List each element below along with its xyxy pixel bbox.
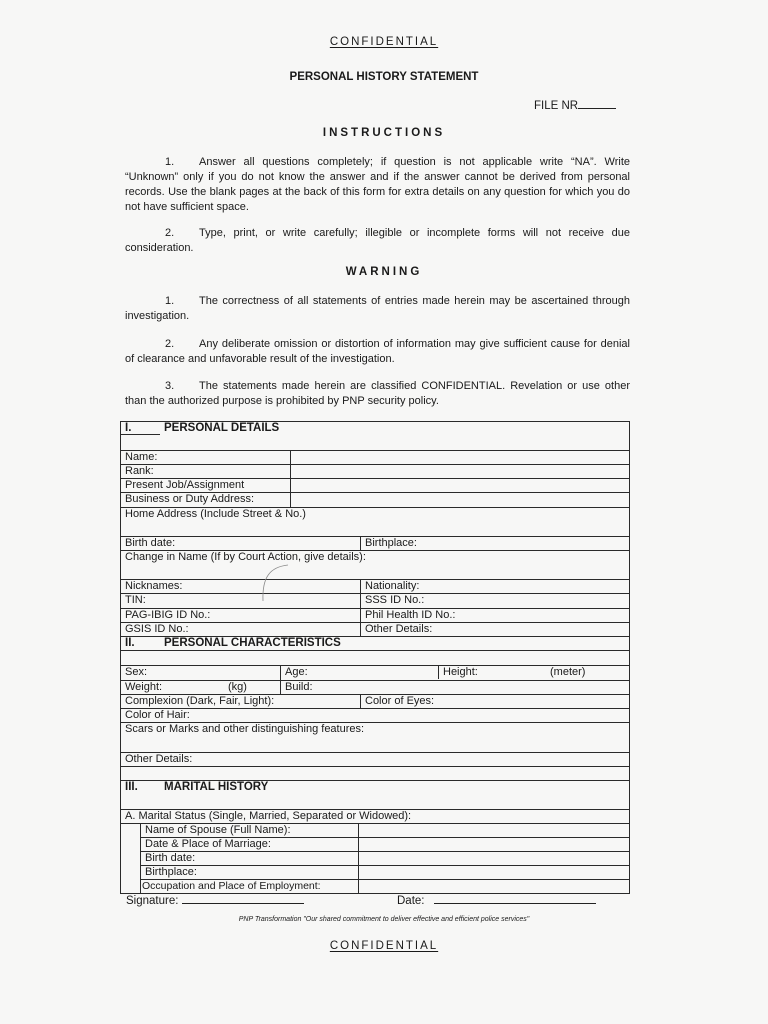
rank-label: Rank: (125, 465, 154, 477)
section-2-number: II. (125, 637, 135, 649)
height-unit: (meter) (550, 666, 586, 678)
instruction-text: Answer all questions completely; if question is not applicable write “NA”. Write “Unknown” only if you do not know the answer and if the answer cannot be derived from personal records. Use the blank pages at the back of this form for extra details on any question for which you do not have sufficient space. (125, 156, 630, 213)
warning-number: 3. (165, 380, 175, 392)
warning-number: 1. (165, 295, 175, 307)
warning-number: 2. (165, 338, 175, 350)
date-field (397, 893, 596, 907)
confidential-footer: CONFIDENTIAL (329, 940, 439, 952)
age-label: Age: (285, 666, 308, 678)
section-1-number: I. (125, 422, 132, 434)
gsis-label: GSIS ID No.: (125, 623, 189, 635)
philhealth-label: Phil Health ID No.: (365, 609, 456, 621)
build-label: Build: (285, 681, 313, 693)
spouse-birthplace-label: Birthplace: (145, 866, 197, 878)
date-label: Date: (397, 895, 425, 907)
signature-blank (182, 893, 304, 904)
section-3-number: III. (125, 781, 138, 793)
instruction-text: Type, print, or write carefully; illegible or incomplete forms will not receive due consideration. (125, 227, 630, 254)
instruction-number: 2. (165, 227, 175, 239)
complexion-label: Complexion (Dark, Fair, Light): (125, 695, 275, 707)
other-details-label: Other Details: (365, 623, 433, 635)
warning-text: Any deliberate omission or distortion of information may give sufficient cause for denial of clearance and unfavorable result of the investigation. (125, 338, 630, 365)
occupation-label: Occupation and Place of Employment: (142, 880, 321, 892)
birth-date-label: Birth date: (125, 537, 176, 549)
nationality-label: Nationality: (365, 580, 420, 592)
sex-label: Sex: (125, 666, 148, 678)
instruction-number: 1. (165, 156, 175, 168)
weight-unit: (kg) (228, 681, 247, 693)
present-job-label: Present Job/Assignment (125, 479, 245, 491)
document-title: PERSONAL HISTORY STATEMENT (289, 71, 479, 83)
scars-label: Scars or Marks and other distinguishing features: (125, 723, 365, 735)
footer-motto: PNP Transformation "Our shared commitment to deliver effective and efficient police services" (238, 916, 530, 923)
file-number-blank (578, 98, 616, 109)
instruction-item-1 (125, 155, 630, 215)
instruction-item-2 (125, 226, 630, 256)
file-number (534, 98, 616, 112)
name-label: Name: (125, 451, 158, 463)
warning-item-3 (125, 379, 630, 409)
business-address-label: Business or Duty Address: (125, 493, 255, 505)
warning-item-2 (125, 337, 630, 367)
instructions-heading: INSTRUCTIONS (322, 127, 446, 139)
confidential-header: CONFIDENTIAL (329, 36, 439, 48)
weight-label: Weight: (125, 681, 163, 693)
pagibig-label: PAG-IBIG ID No.: (125, 609, 211, 621)
section-3-title: MARITAL HISTORY (164, 781, 269, 793)
signature-field (126, 893, 304, 907)
warning-item-1 (125, 294, 630, 324)
nicknames-label: Nicknames: (125, 580, 183, 592)
spouse-birth-date-label: Birth date: (145, 852, 196, 864)
signature-label: Signature: (126, 895, 179, 907)
home-address-label: Home Address (Include Street & No.) (125, 508, 306, 520)
warning-text: The statements made herein are classified CONFIDENTIAL. Revelation or use other than the authorized purpose is prohibited by PNP security policy. (125, 380, 630, 407)
warning-heading: WARNING (345, 266, 423, 278)
warning-text: The correctness of all statements of entries made herein may be ascertained through investigation. (125, 295, 630, 322)
marriage-label: Date & Place of Marriage: (145, 838, 271, 850)
sss-label: SSS ID No.: (365, 594, 425, 606)
file-number-label: FILE NR (534, 100, 579, 112)
hair-color-label: Color of Hair: (125, 709, 190, 721)
change-name-label: Change in Name (If by Court Action, give details): (125, 551, 366, 563)
tin-label: TIN: (125, 594, 146, 606)
section-1-title: PERSONAL DETAILS (164, 422, 280, 434)
birthplace-label: Birthplace: (365, 537, 417, 549)
personal-history-form (120, 421, 630, 896)
eye-color-label: Color of Eyes: (365, 695, 435, 707)
marital-status-label: A. Marital Status (Single, Married, Separated or Widowed): (125, 810, 412, 822)
pencil-mark (258, 563, 318, 603)
height-label: Height: (443, 666, 478, 678)
section-2-title: PERSONAL CHARACTERISTICS (164, 637, 341, 649)
other-details-2-label: Other Details: (125, 753, 193, 765)
spouse-name-label: Name of Spouse (Full Name): (145, 824, 291, 836)
date-blank (434, 893, 596, 904)
